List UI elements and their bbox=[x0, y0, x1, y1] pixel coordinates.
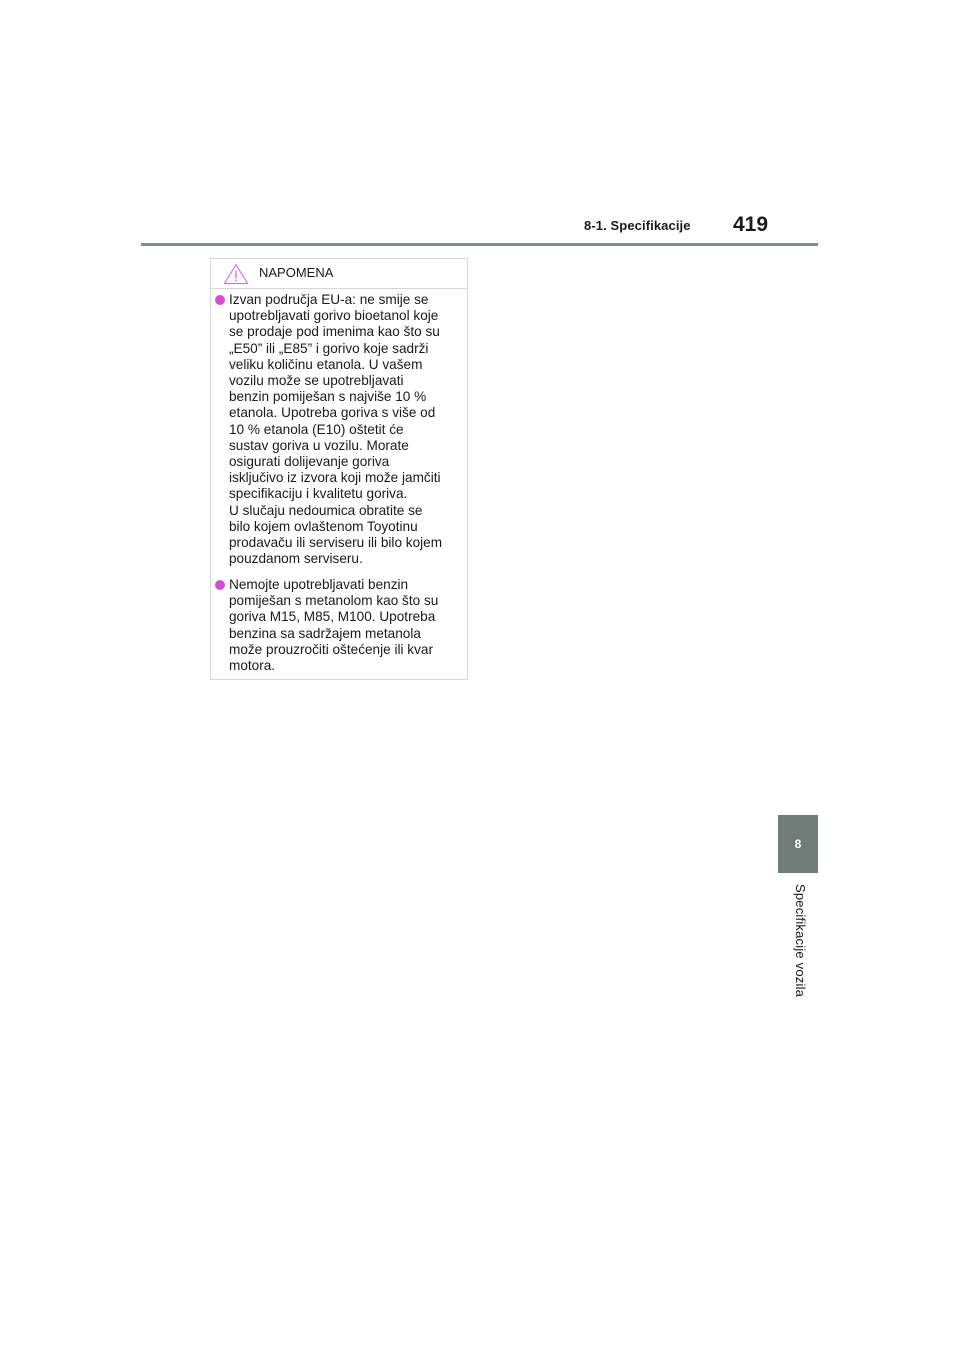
warning-icon bbox=[223, 263, 249, 285]
notice-header bbox=[211, 259, 467, 289]
chapter-tab[interactable] bbox=[778, 815, 818, 873]
chapter-number: 8 bbox=[794, 837, 802, 851]
page-number: 419 bbox=[733, 213, 769, 236]
bullet-icon bbox=[215, 295, 225, 305]
notice-box bbox=[210, 258, 468, 680]
list-item-text: Nemojte upotrebljavati benzin pomiješan s metanolom kao što su goriva M15, M85, M100. Upotreba benzina sa sadržajem metanola može prouzročiti oštećenje ili kvar motora. bbox=[229, 577, 439, 674]
list-item-text: Izvan područja EU-a: ne smije se upotrebljavati gorivo bioetanol koje se prodaje pod imenima kao što su „E50” ili „E85” i gorivo koje sadrži veliku količinu etanola. U vašem vozilu može se upotrebljavati benzin pomiješan s najviše 10 % etanola. Upotreba goriva s više od 10 % etanola (E10) oštetit će sustav goriva u vozilu. Morate osigurati dolijevanje goriva isključivo iz izvora koji može jamčiti specifikaciju i kvalitetu goriva. U slučaju nedoumica obratite se bilo kojem ovlaštenom Toyotinu prodavaču ili serviseru ili bilo kojem pouzdanom serviseru. bbox=[229, 292, 443, 567]
chapter-title: Specifikacije vozila bbox=[793, 884, 808, 998]
section-title: 8-1. Specifikacije bbox=[584, 218, 691, 233]
notice-title: NAPOMENA bbox=[259, 265, 334, 280]
header-divider bbox=[141, 243, 818, 246]
bullet-icon bbox=[215, 580, 225, 590]
